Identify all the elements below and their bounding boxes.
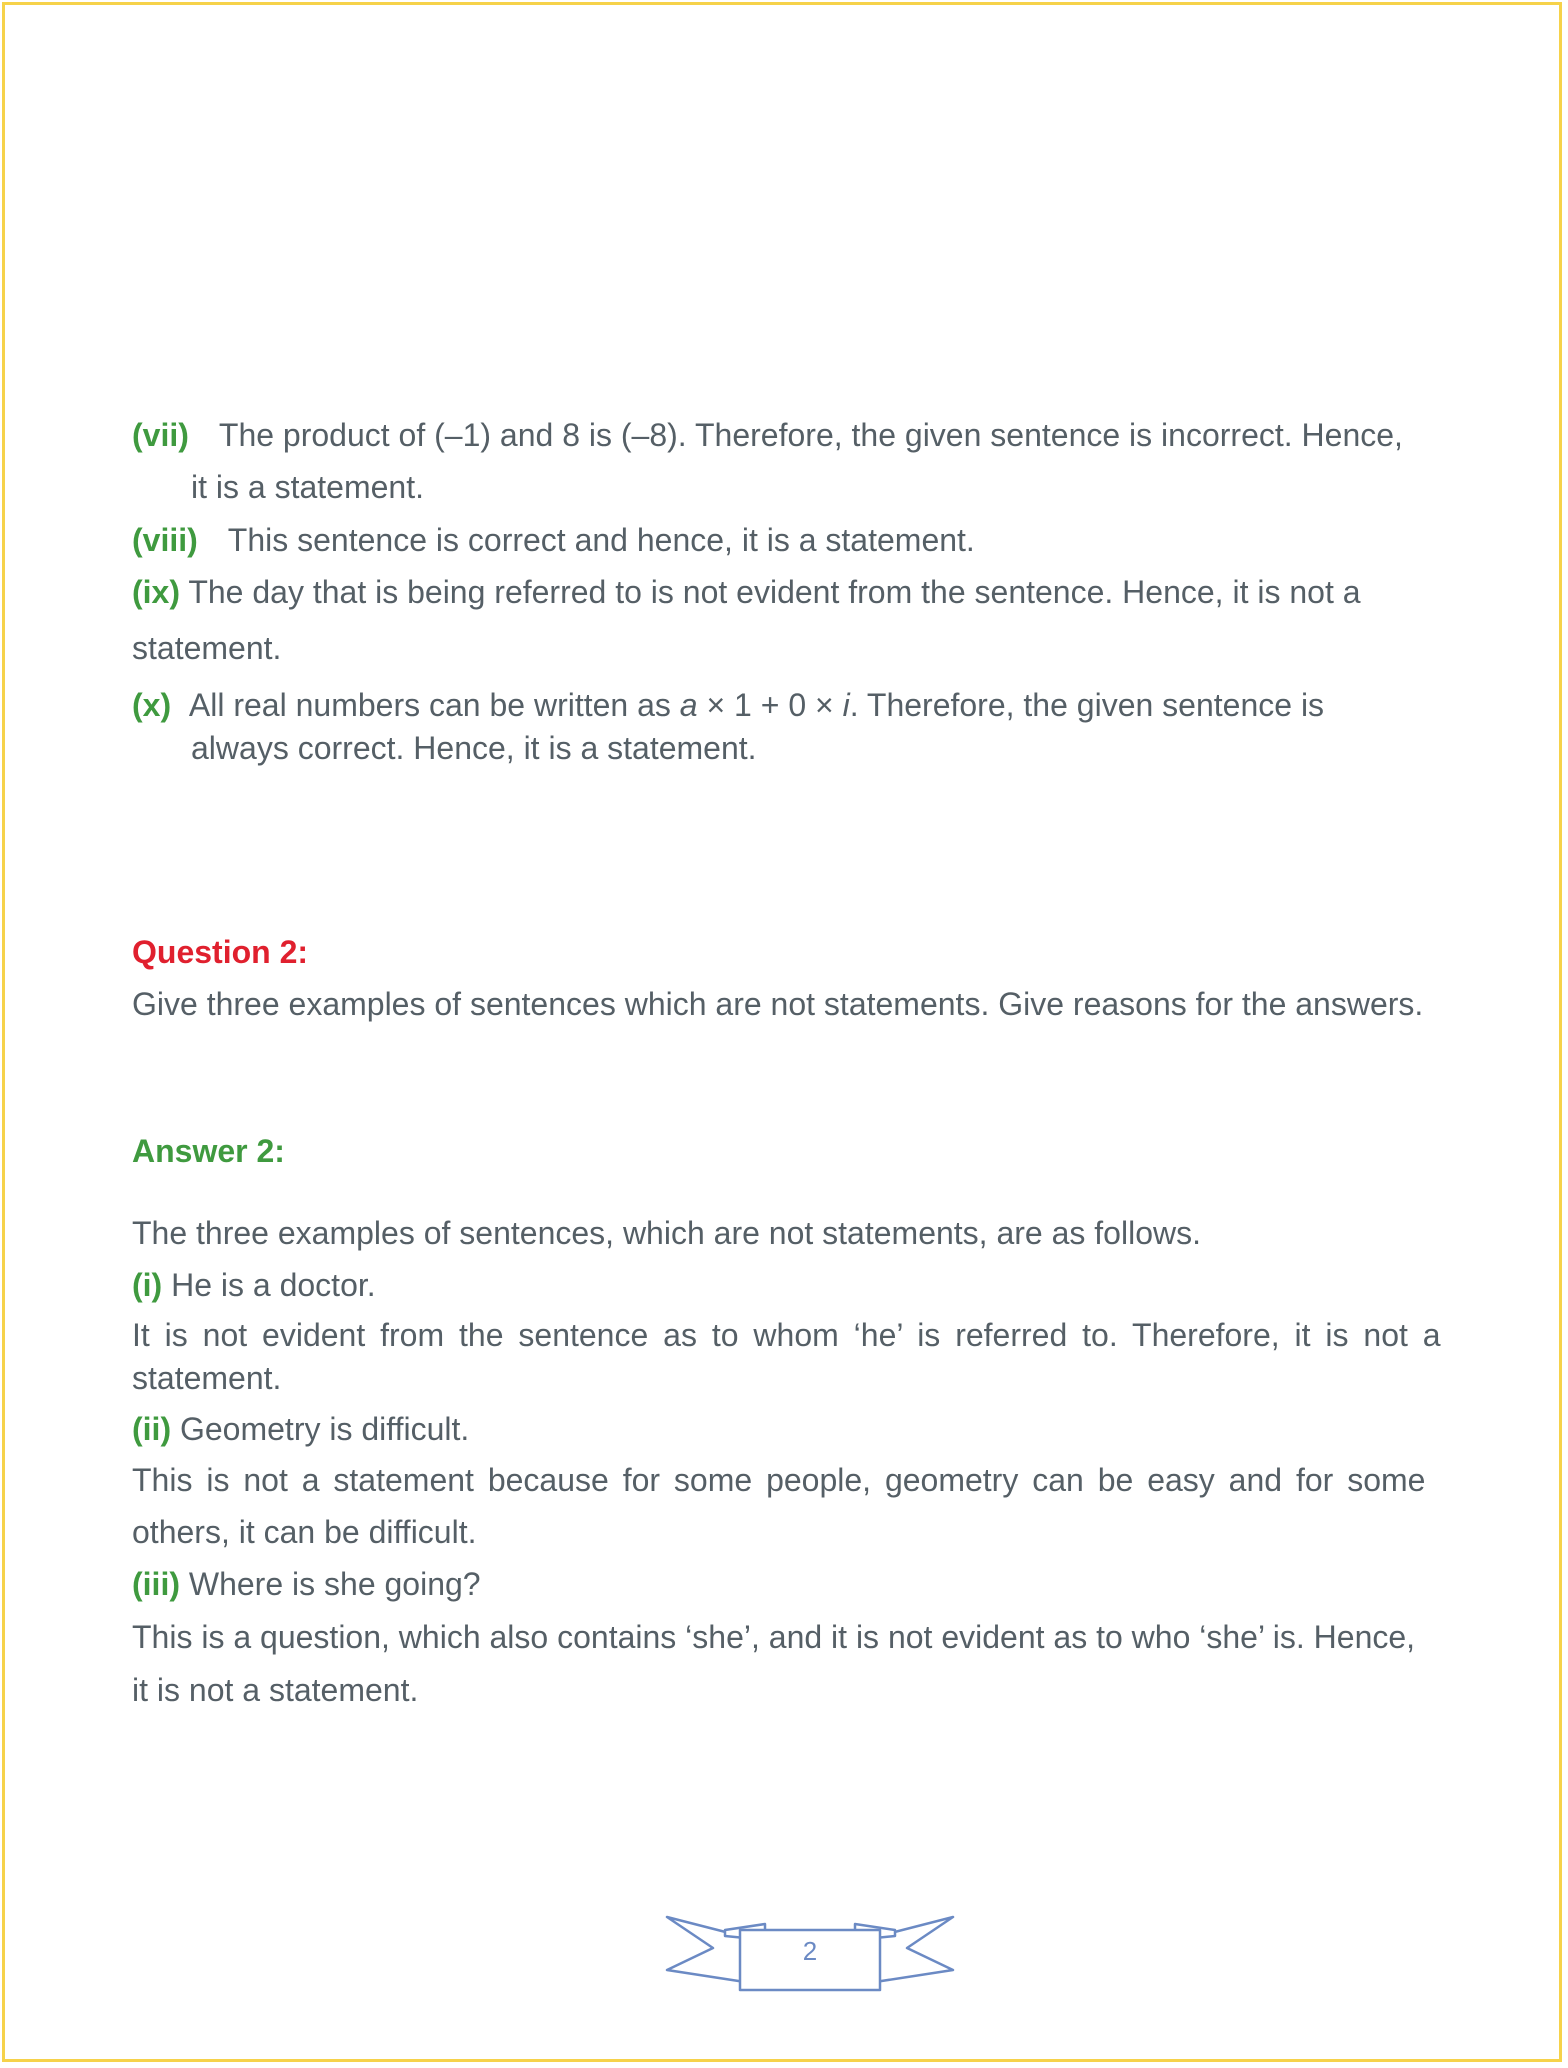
item-ix-continuation: statement. bbox=[132, 630, 282, 666]
example-i bbox=[132, 1265, 376, 1305]
item-text: This sentence is correct and hence, it is a statement. bbox=[227, 522, 975, 558]
page-border bbox=[2, 2, 1562, 2062]
item-vii bbox=[132, 415, 1403, 455]
example-label: (i) bbox=[132, 1267, 163, 1303]
item-ix bbox=[132, 572, 1361, 612]
answer-title: Answer 2: bbox=[132, 1133, 285, 1169]
item-viii bbox=[132, 520, 975, 560]
example-ii-reason-line1: This is not a statement because for some people, geometry can be easy and for some bbox=[132, 1462, 1426, 1498]
item-text-post: . Therefore, the given sentence is bbox=[849, 687, 1325, 723]
example-ii bbox=[132, 1409, 469, 1449]
item-text: The product of (–1) and 8 is (–8). Therefore, the given sentence is incorrect. Hence, bbox=[218, 417, 1403, 453]
question-text: Give three examples of sentences which are not statements. Give reasons for the answers. bbox=[132, 986, 1424, 1022]
item-text-pre: All real numbers can be written as bbox=[188, 687, 680, 723]
example-sentence: He is a doctor. bbox=[171, 1267, 376, 1303]
item-label: (vii) bbox=[132, 417, 189, 453]
item-label: (ix) bbox=[132, 574, 180, 610]
item-x-continuation: always correct. Hence, it is a statement. bbox=[191, 730, 757, 766]
var-a: a bbox=[679, 687, 698, 723]
item-label: (x) bbox=[132, 687, 172, 723]
example-iii-reason-line2: it is not a statement. bbox=[132, 1672, 419, 1708]
example-i-reason-line2: statement. bbox=[132, 1360, 282, 1396]
example-sentence: Where is she going? bbox=[188, 1566, 481, 1602]
reason-text: It is not evident from the sentence as to whom ‘he’ is referred to. Therefore, it is not a bbox=[132, 1317, 1441, 1353]
example-ii-reason-line2: others, it can be difficult. bbox=[132, 1514, 477, 1550]
example-sentence: Geometry is difficult. bbox=[179, 1411, 470, 1447]
answer-intro: The three examples of sentences, which are not statements, are as follows. bbox=[132, 1215, 1201, 1251]
example-i-reason-line1 bbox=[132, 1315, 1478, 1355]
var-i: i bbox=[842, 687, 850, 723]
item-vii-continuation: it is a statement. bbox=[191, 469, 424, 505]
example-iii bbox=[132, 1564, 481, 1604]
example-label: (iii) bbox=[132, 1566, 180, 1602]
item-text: The day that is being referred to is not evident from the sentence. Hence, it is not a bbox=[188, 574, 1361, 610]
item-label: (viii) bbox=[132, 522, 198, 558]
example-label: (ii) bbox=[132, 1411, 172, 1447]
page-number: 2 bbox=[802, 1936, 818, 1966]
item-text-mid: × 1 + 0 × bbox=[697, 687, 843, 723]
example-iii-reason-line1: This is a question, which also contains ‘she’, and it is not evident as to who ‘she’ is. Hence, bbox=[132, 1619, 1416, 1655]
question-title: Question 2: bbox=[132, 934, 309, 970]
page-number-ribbon bbox=[665, 1910, 955, 1992]
item-x bbox=[132, 685, 1324, 725]
